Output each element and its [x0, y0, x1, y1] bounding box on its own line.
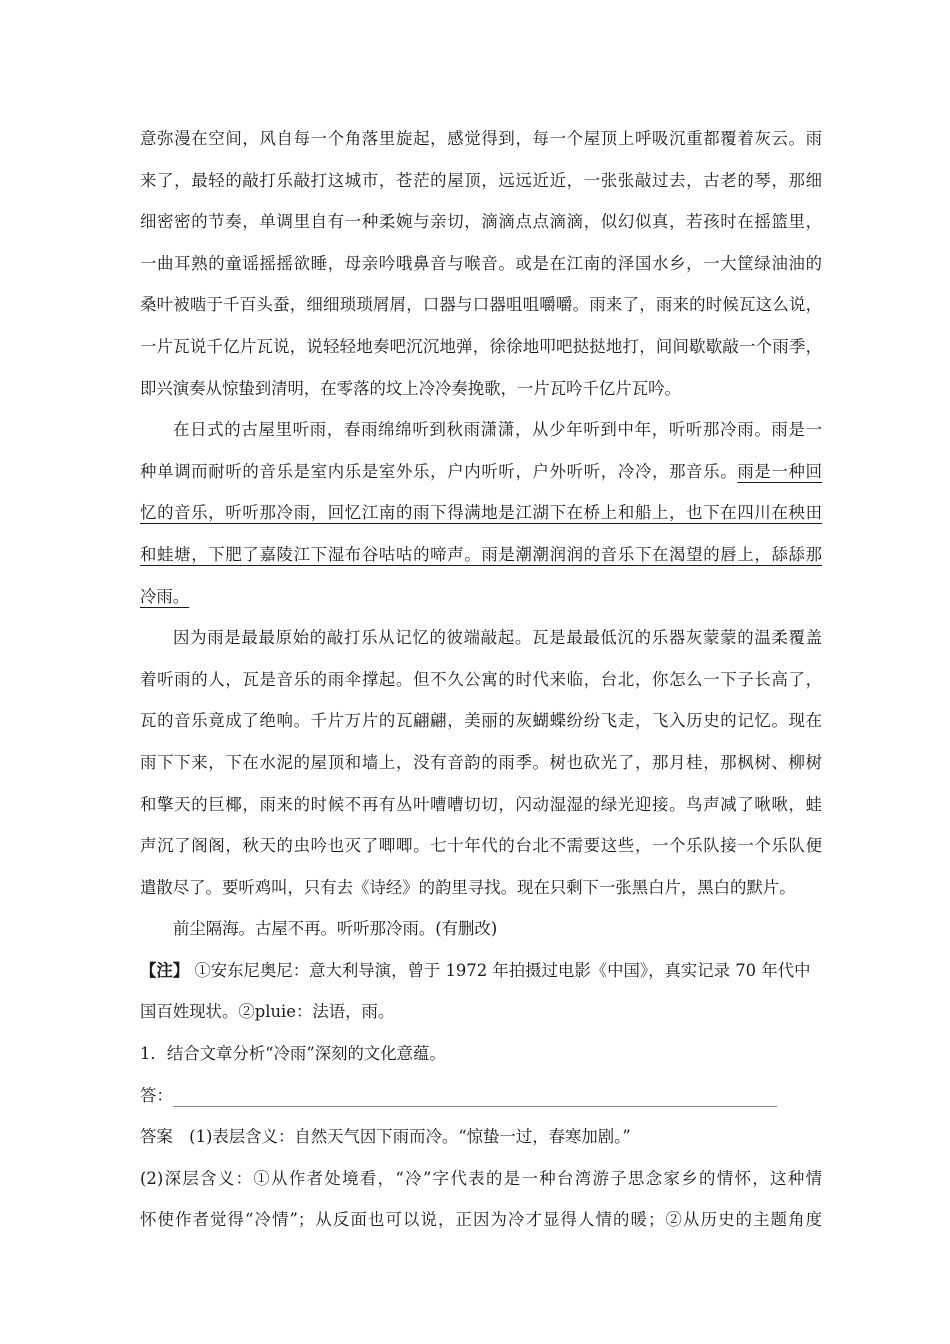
- answer-row: [140, 1075, 822, 1117]
- underlined-text: 雨是一种回: [737, 461, 823, 481]
- text-line: 前尘隔海。古屋不再。听听那冷雨。(有删改): [173, 919, 498, 939]
- paragraph-3: [140, 617, 822, 908]
- answer-section: [140, 1116, 822, 1241]
- text-line: 雨下下来，下在水泥的屋顶和墙上，没有音韵的雨季。树也砍光了，那月桂，那枫树、柳树: [140, 752, 822, 772]
- text-line: 来了，最轻的敲打乐敲打这城市，苍茫的屋顶，远远近近，一张张敲过去，古老的琴，那细: [140, 170, 822, 190]
- text-line: [140, 451, 822, 493]
- text-segment: 种单调而耐听的音乐是室内乐是室外乐，户内听听，户外听听，冷冷，那音乐。: [140, 461, 738, 481]
- underlined-text-line: 忆的音乐，听听那冷雨，回忆江南的雨下得满地是江湖下在桥上和船上，也下在四川在秧田: [140, 503, 822, 523]
- text-line: 一片瓦说千亿片瓦说，说轻轻地奏吧沉沉地弹，徐徐地叩吧挞挞地打，间间歇歇敲一个雨季，: [140, 336, 822, 356]
- underlined-text: 冷雨。: [140, 586, 190, 606]
- text-line: 桑叶被啮于千百头蚕，细细琐琐屑屑，口器与口器咀咀嚼嚼。雨来了，雨来的时候瓦这么说，: [140, 295, 822, 315]
- answer-blank-line[interactable]: [173, 1105, 777, 1107]
- note-section: [140, 950, 822, 1033]
- text-line: 遣散尽了。要听鸡叫，只有去《诗经》的韵里寻找。现在只剩下一张黑白片，黑白的默片。: [140, 877, 796, 897]
- text-line: 声沉了阁阁，秋天的虫吟也灭了唧唧。七十年代的台北不需要这些，一个乐队接一个乐队便: [140, 836, 822, 856]
- text-line: 意弥漫在空间，风自每一个角落里旋起，感觉得到，每一个屋顶上呼吸沉重都覆着灰云。雨: [140, 129, 822, 148]
- paragraph-4: [140, 908, 822, 950]
- text-line: 因为雨是最最原始的敲打乐从记忆的彼端敲起。瓦是最最低沉的乐器灰蒙蒙的温柔覆盖: [173, 628, 822, 648]
- paragraph-1: [140, 118, 822, 409]
- question-text: 1．结合文章分析“冷雨”深刻的文化意蕴。: [140, 1044, 446, 1064]
- note-line: 国百姓现状。②pluie：法语，雨。: [140, 1002, 395, 1022]
- question-section: [140, 1033, 822, 1116]
- answer-text-line: 怀使作者觉得“冷情”；从反面也可以说，正因为冷才显得人情的暖；②从历史的主题角度: [140, 1210, 822, 1230]
- text-line: 瓦的音乐竟成了绝响。千片万片的瓦翩翩，美丽的灰蝴蝶纷纷飞走，飞入历史的记忆。现在: [140, 711, 822, 731]
- answer-text-line: (2)深层含义：①从作者处境看，“冷”字代表的是一种台湾游子思念家乡的情怀，这种情: [140, 1168, 822, 1188]
- text-line: 细密密的节奏，单调里自有一种柔婉与亲切，滴滴点点滴滴，似幻似真，若孩时在摇篮里，: [140, 212, 822, 232]
- note-text: ①安东尼奥尼：意大利导演，曾于 1972 年拍摄过电影《中国》，真实记录 70 年代中: [189, 960, 811, 980]
- note-line: [140, 950, 822, 992]
- answer-text-line: 答案 (1)表层含义：自然天气因下雨而冷。“惊蛰一过，春寒加剧。”: [140, 1127, 631, 1147]
- text-line: 一曲耳熟的童谣摇摇欲睡，母亲吟哦鼻音与喉音。或是在江南的泽国水乡，一大筐绿油油的: [140, 253, 822, 273]
- text-line: [140, 576, 822, 618]
- text-line: 即兴演奏从惊蛰到清明，在零落的坟上冷冷奏挽歌，一片瓦吟千亿片瓦吟。: [140, 378, 681, 398]
- text-line: 和擎天的巨椰，雨来的时候不再有丛叶嘈嘈切切，闪动湿湿的绿光迎接。鸟声减了啾啾，蛙: [140, 794, 822, 814]
- note-label: 【注】: [140, 960, 190, 980]
- text-line: 着听雨的人，瓦是音乐的雨伞撑起。但不久公寓的时代来临，台北，你怎么一下子长高了，: [140, 669, 822, 689]
- underlined-text-line: 和蛙塘，下肥了嘉陵江下湿布谷咕咕的啼声。雨是潮潮润润的音乐下在渴望的唇上，舔舔那: [140, 544, 822, 564]
- document-body: [140, 118, 822, 1241]
- answer-label: 答：: [140, 1085, 173, 1105]
- paragraph-2: [140, 409, 822, 617]
- text-line: 在日式的古屋里听雨，春雨绵绵听到秋雨潇潇，从少年听到中年，听听那冷雨。雨是一: [173, 420, 822, 440]
